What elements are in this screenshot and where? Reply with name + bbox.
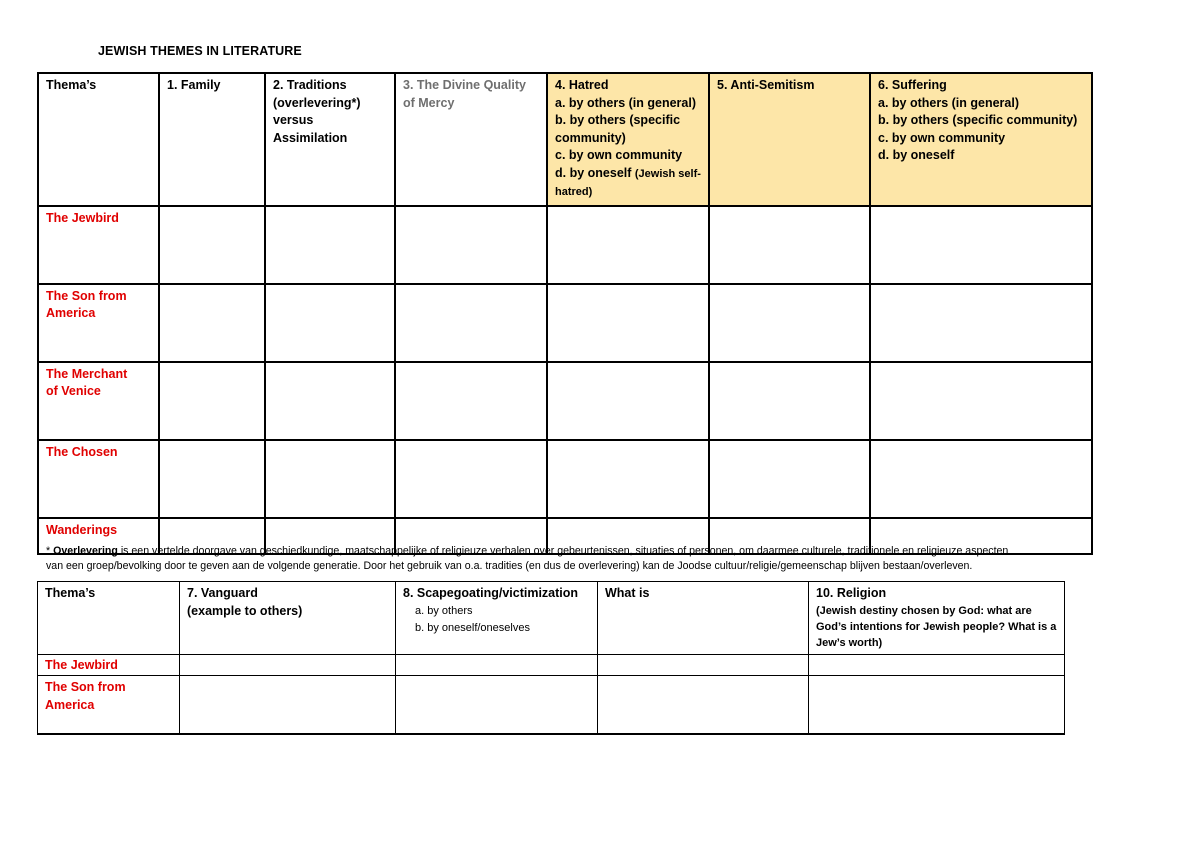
table-cell[interactable]: [809, 676, 1065, 735]
row-label: [38, 284, 159, 362]
table-row: [38, 440, 1092, 518]
header-subline: a. by others: [415, 604, 473, 617]
table-cell[interactable]: [180, 654, 396, 676]
header-line: c. by own community: [878, 130, 1006, 145]
header-what-is: What is: [598, 582, 809, 655]
header-line: 6. Suffering: [878, 78, 947, 92]
table-cell[interactable]: [809, 654, 1065, 676]
row-label-line: Wanderings: [46, 522, 118, 537]
table-cell[interactable]: [395, 284, 547, 362]
table-cell[interactable]: [598, 654, 809, 676]
table-cell[interactable]: [547, 362, 709, 440]
corner-cell: Thema’s: [38, 73, 159, 206]
footnote-star: *: [46, 545, 51, 557]
row-label: [38, 206, 159, 284]
header-line: b. by others (specific community): [555, 113, 681, 145]
header-line: versus: [273, 113, 314, 127]
table-cell[interactable]: [709, 284, 870, 362]
header-line: 2. Traditions: [273, 78, 347, 92]
table-cell[interactable]: [870, 362, 1092, 440]
header-line: (example to others): [187, 603, 303, 618]
table-cell[interactable]: [709, 362, 870, 440]
header-line: (overlevering*): [273, 95, 361, 110]
header-line: a. by others (in general): [878, 95, 1020, 110]
row-label-line: America: [45, 697, 95, 712]
table-cell[interactable]: [159, 206, 265, 284]
table-cell[interactable]: [547, 206, 709, 284]
header-line: 8. Scapegoating/victimization: [403, 586, 579, 600]
row-label-line: America: [46, 306, 96, 320]
table-cell[interactable]: [396, 654, 598, 676]
header-antisemitism: 5. Anti-Semitism: [709, 73, 870, 206]
table-cell[interactable]: [870, 440, 1092, 518]
footnote: [46, 544, 1086, 573]
table-cell[interactable]: [395, 440, 547, 518]
row-label: [38, 362, 159, 440]
table-cell[interactable]: [547, 284, 709, 362]
row-label: [38, 654, 180, 676]
row-label-line: The Merchant: [46, 366, 128, 381]
header-line: 10. Religion: [816, 586, 887, 600]
header-religion: [809, 582, 1065, 655]
row-label-line: The Son from: [46, 288, 127, 303]
corner-cell: Thema’s: [38, 582, 180, 655]
table-row: [38, 284, 1092, 362]
themes-table-1: [37, 72, 1093, 555]
table-cell[interactable]: [180, 676, 396, 735]
footnote-term: Overlevering: [53, 545, 118, 557]
table-cell[interactable]: [159, 284, 265, 362]
header-row: [38, 73, 1092, 206]
header-line: d. by oneself: [878, 148, 955, 162]
footnote-text-2: van een groep/bevolking door te geven aan de volgende generatie. Door het gebruik van o.a. tradities (en dus de overlevering) kan de Joodse cultuur/religie/gemeenschap blijven bestaan/overleven.: [46, 559, 973, 572]
header-vanguard: [180, 582, 396, 655]
table-cell[interactable]: [265, 362, 395, 440]
table-cell[interactable]: [159, 362, 265, 440]
table-cell[interactable]: [265, 206, 395, 284]
row-label-line: The Chosen: [46, 444, 118, 459]
document-title: JEWISH THEMES IN LITERATURE: [98, 44, 302, 58]
table-cell[interactable]: [395, 362, 547, 440]
table-cell[interactable]: [396, 676, 598, 735]
header-line: 7. Vanguard: [187, 586, 258, 600]
header-traditions: [265, 73, 395, 206]
table-cell[interactable]: [709, 206, 870, 284]
footnote-text-1: is een vertelde doorgave van geschiedkundige, maatschappelijke of religieuze verhalen over gebeurtenissen, situaties of personen, om daarmee culturele, traditionele en religieuze aspecten: [120, 545, 1009, 557]
themes-table-2: [37, 581, 1065, 735]
row-label-line: The Jewbird: [45, 657, 118, 672]
row-label-line: of Venice: [46, 384, 101, 398]
table-row: [38, 206, 1092, 284]
table-cell[interactable]: [265, 284, 395, 362]
header-line: a. by others (in general): [555, 95, 697, 110]
header-suffering: [870, 73, 1092, 206]
table-row: [38, 676, 1065, 735]
header-subline: (Jewish destiny chosen by God: what are God’s intentions for Jewish people? What is a Jew’s worth): [816, 604, 1057, 649]
table-cell[interactable]: [395, 206, 547, 284]
header-note: (Jewish self-hatred): [555, 167, 701, 198]
table-cell[interactable]: [870, 284, 1092, 362]
header-line: b. by others (specific community): [878, 113, 1078, 127]
header-line: d. by oneself: [555, 165, 632, 180]
header-hatred: [547, 73, 709, 206]
row-label: [38, 676, 180, 735]
table-cell[interactable]: [598, 676, 809, 735]
table-cell[interactable]: [547, 440, 709, 518]
header-row: [38, 582, 1065, 655]
header-line: c. by own community: [555, 148, 683, 162]
header-line: Assimilation: [273, 130, 348, 145]
header-family: 1. Family: [159, 73, 265, 206]
table-cell[interactable]: [870, 206, 1092, 284]
table-cell[interactable]: [159, 440, 265, 518]
header-subline: b. by oneself/oneselves: [415, 622, 530, 634]
row-label-line: The Son from: [45, 680, 126, 694]
header-line: 4. Hatred: [555, 78, 609, 92]
row-label-line: The Jewbird: [46, 210, 119, 225]
table-cell[interactable]: [265, 440, 395, 518]
header-divine-mercy: 3. The Divine Quality of Mercy: [395, 73, 547, 206]
table-cell[interactable]: [709, 440, 870, 518]
table-row: [38, 362, 1092, 440]
table-row: [38, 654, 1065, 676]
row-label: [38, 440, 159, 518]
header-scapegoating: [396, 582, 598, 655]
